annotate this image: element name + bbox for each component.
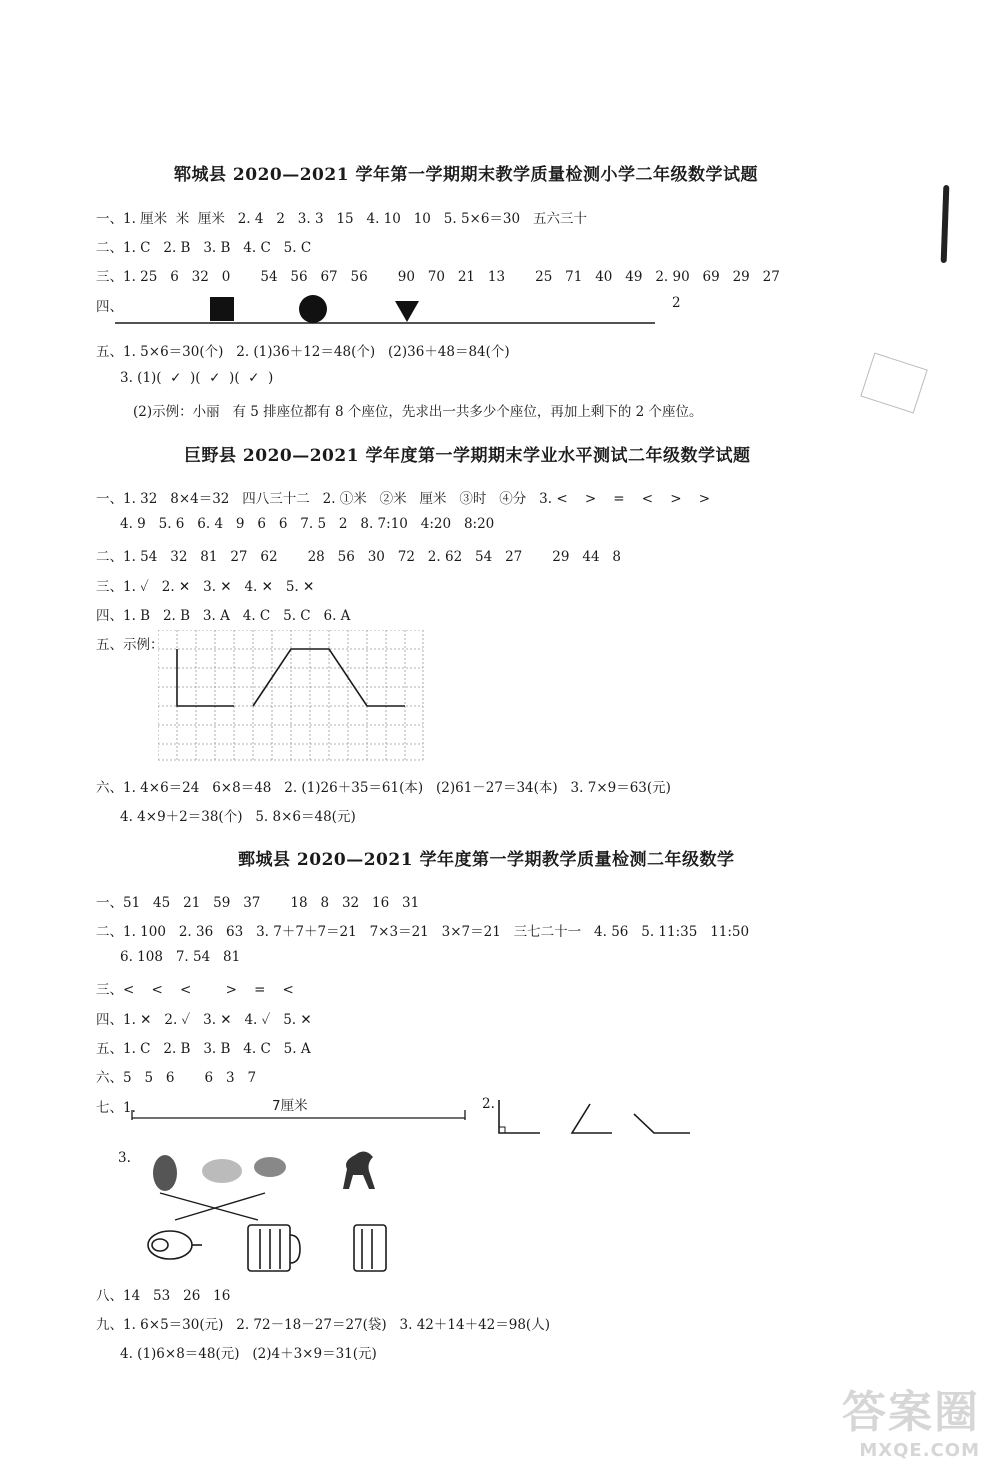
s3-line7: 六、5 5 6 6 3 7 <box>96 1070 257 1086</box>
s3-line11: 九、1. 6×5＝30(元) 2. 72－18－27＝27(袋) 3. 42＋14＋42＝98(人) <box>96 1317 550 1333</box>
shapes-row <box>115 288 660 328</box>
s1-line2: 二、1. C 2. B 3. B 4. C 5. C <box>96 240 312 256</box>
s3-line2: 二、1. 100 2. 36 63 3. 7＋7＋7＝21 7×3＝21 3×7＝21 三七二十一 4. 56 5. 11:35 11:50 <box>96 924 750 940</box>
s3-line4: 三、< < < > = < <box>96 982 294 998</box>
s2-line1: 一、1. 32 8×4＝32 四八三十二 2. ①米 ②米 厘米 ③时 ④分 3. < > = < > > <box>96 491 711 507</box>
s3-q3-label: 3. <box>118 1150 131 1166</box>
small-stamp-image <box>860 352 927 413</box>
s3-line3: 6. 108 7. 54 81 <box>120 949 241 965</box>
s1-line1: 一、1. 厘米 米 厘米 2. 4 2 3. 3 15 4. 10 10 5. 5×6＝30 五六三十 <box>96 211 587 227</box>
s2-line6: 五、示例： <box>96 637 164 653</box>
watermark-big: 答案圈 <box>842 1387 980 1438</box>
s2-line3: 二、1. 54 32 81 27 62 28 56 30 72 2. 62 54 27 29 44 8 <box>96 549 621 565</box>
s2-line8: 4. 4×9＋2＝38(个) 5. 8×6＝48(元) <box>120 809 356 825</box>
section1-title: 郓城县 2020—2021 学年第一学期期末教学质量检测小学二年级数学试题 <box>174 165 758 185</box>
s3-line5: 四、1. ✕ 2. ✓ 3. ✕ 4. ✓ 5. ✕ <box>96 1012 312 1028</box>
container-icons <box>148 1225 386 1271</box>
s3-line6: 五、1. C 2. B 3. B 4. C 5. A <box>96 1041 311 1057</box>
s1-line3: 三、1. 25 6 32 0 54 56 67 56 90 70 21 13 25 71 40 49 2. 90 69 29 27 <box>96 269 780 285</box>
measure-label: 7厘米 <box>272 1098 308 1114</box>
circle-shape <box>299 295 327 323</box>
angles-drawing <box>494 1096 694 1138</box>
watermark <box>842 1376 980 1461</box>
s1-line4-num: 2 <box>672 295 681 311</box>
s3-line10: 八、14 53 26 16 <box>96 1288 231 1304</box>
s3-line12: 4. (1)6×8＝48(元) (2)4＋3×9＝31(元) <box>120 1346 377 1362</box>
s1-line6: 3. (1)( ✓ )( ✓ )( ✓ ) <box>120 370 274 386</box>
s3-line8-label: 七、1. <box>96 1100 136 1116</box>
drawn-shape <box>177 649 405 706</box>
watermark-small: MXQE.COM <box>859 1440 980 1461</box>
ink-mark <box>941 185 950 263</box>
s2-line7: 六、1. 4×6＝24 6×8＝48 2. (1)26＋35＝61(本) (2)61－27＝34(本) 3. 7×9＝63(元) <box>96 780 671 796</box>
section2-title: 巨野县 2020—2021 学年度第一学期期末学业水平测试二年级数学试题 <box>184 446 751 466</box>
matching-drawing <box>140 1145 420 1275</box>
triangle-shape <box>395 301 419 322</box>
animal-icons <box>153 1151 375 1191</box>
square-shape <box>210 297 234 321</box>
s3-line1: 一、51 45 21 59 37 18 8 32 16 31 <box>96 895 420 911</box>
s3-q2-label: 2. <box>482 1096 495 1112</box>
s1-line5: 五、1. 5×6＝30(个) 2. (1)36＋12＝48(个) (2)36＋48＝84(个) <box>96 344 510 360</box>
s1-line7: (2)示例：小丽 有 5 排座位都有 8 个座位，先求出一共多少个座位，再加上剩下的 2 个座位。 <box>133 404 703 420</box>
s2-line2: 4. 9 5. 6 6. 4 9 6 6 7. 5 2 8. 7:10 4:20 8:20 <box>120 516 495 532</box>
s2-line4: 三、1. ✓ 2. ✕ 3. ✕ 4. ✕ 5. ✕ <box>96 579 315 595</box>
grid-drawing <box>158 630 426 762</box>
s2-line5: 四、1. B 2. B 3. A 4. C 5. C 6. A <box>96 608 351 624</box>
section3-title: 鄄城县 2020—2021 学年度第一学期教学质量检测二年级数学 <box>238 850 735 870</box>
s1-line4-label: 四、 <box>96 299 123 315</box>
